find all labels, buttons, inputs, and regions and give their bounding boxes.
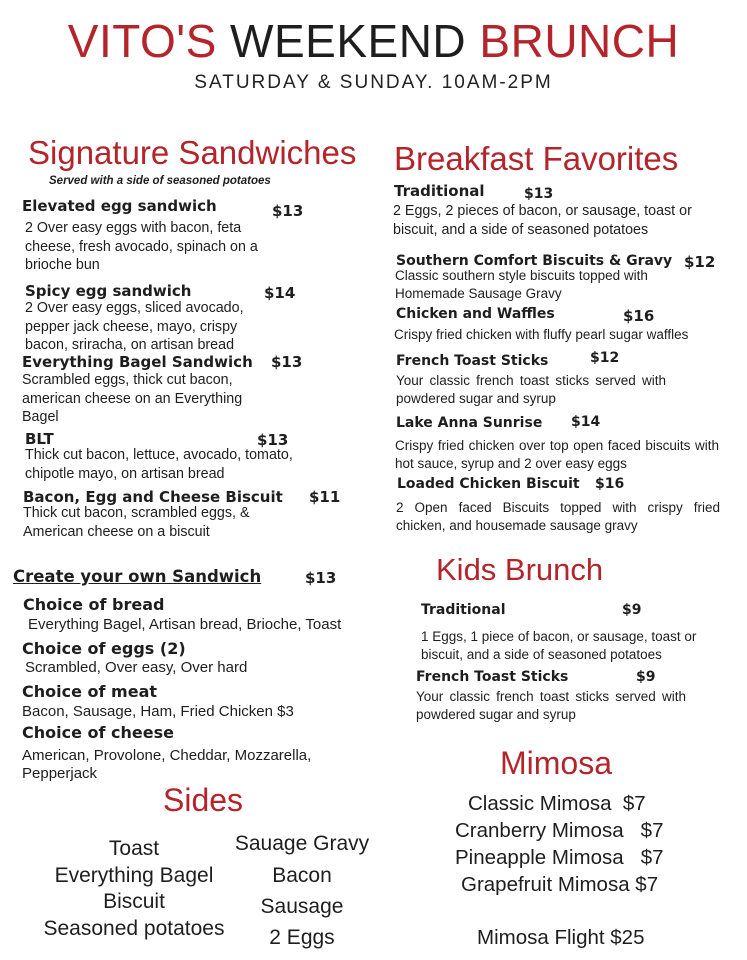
title-weekend: WEEKEND: [230, 15, 467, 67]
menu-item-name: Traditional: [394, 182, 485, 200]
kids-heading: Kids Brunch: [436, 552, 604, 587]
menu-item-name: Lake Anna Sunrise: [396, 415, 543, 431]
side-item: Sausage: [260, 895, 344, 918]
mimosa-item: Classic Mimosa $7: [468, 792, 646, 815]
menu-item-price: $12: [590, 350, 620, 366]
menu-item-name: French Toast Sticks: [396, 353, 549, 369]
side-item: Toast: [108, 837, 160, 860]
choice-name: Choice of bread: [23, 595, 165, 614]
menu-item-desc: Your classic french toast sticks served with powdered sugar and syrup: [416, 689, 686, 722]
mimosa-item: Cranberry Mimosa $7: [455, 819, 664, 842]
menu-item-name: Spicy egg sandwich: [25, 282, 192, 300]
menu-item-price: $13: [272, 202, 304, 220]
menu-item-price: $14: [571, 414, 601, 430]
signature-heading: Signature Sandwiches: [28, 134, 357, 171]
menu-item-name: Traditional: [421, 602, 506, 618]
menu-item-name: Bacon, Egg and Cheese Biscuit: [23, 488, 283, 506]
create-heading: Create your own Sandwich: [13, 567, 262, 586]
choice-name: Choice of cheese: [22, 723, 174, 742]
menu-title: [0, 14, 747, 68]
menu-item-name: Elevated egg sandwich: [22, 197, 217, 215]
menu-item-price: $9: [622, 602, 642, 618]
mimosa-heading: Mimosa: [500, 745, 613, 781]
menu-item-desc: Crispy fried chicken over top open faced biscuits with hot sauce, syrup and 2 over easy eggs: [395, 438, 719, 471]
menu-item-name: Loaded Chicken Biscuit: [397, 476, 580, 492]
choice-desc: Scrambled, Over easy, Over hard: [25, 659, 248, 676]
sides-heading: Sides: [163, 782, 244, 818]
side-item: Everything Bagel: [54, 864, 214, 887]
choice-desc: American, Provolone, Cheddar, Mozzarella, Pepperjack: [22, 747, 312, 782]
create-price: $13: [305, 569, 337, 587]
side-item: 2 Eggs: [269, 926, 335, 949]
menu-item-desc: Your classic french toast sticks served with powdered sugar and syrup: [396, 373, 666, 406]
menu-item-desc: Crispy fried chicken with fluffy pearl sugar waffles: [394, 327, 689, 342]
menu-item-price: $11: [309, 488, 341, 506]
choice-desc: Bacon, Sausage, Ham, Fried Chicken $3: [22, 703, 294, 720]
menu-item-desc: 2 Open faced Biscuits topped with crispy fried chicken, and housemade sausage gravy: [396, 500, 720, 533]
title-vitos: VITO'S: [67, 15, 217, 67]
menu-item-price: $13: [271, 353, 303, 371]
menu-item-price: $16: [595, 476, 625, 492]
menu-item-name: French Toast Sticks: [416, 669, 569, 685]
menu-item-price: $16: [623, 307, 655, 325]
menu-item-name: Chicken and Waffles: [396, 306, 555, 322]
mimosa-item: Pineapple Mimosa $7: [455, 846, 664, 869]
mimosa-flight: Mimosa Flight $25: [477, 926, 645, 949]
breakfast-heading: Breakfast Favorites: [394, 140, 679, 177]
menu-item-desc: 2 Over easy eggs with bacon, feta cheese, fresh avocado, spinach on a brioche bun: [25, 220, 258, 273]
menu-item-desc: 2 Eggs, 2 pieces of bacon, or sausage, toast or biscuit, and a side of seasoned potatoes: [393, 203, 692, 238]
menu-item-name: Southern Comfort Biscuits & Gravy: [396, 253, 673, 269]
side-item: Bacon: [272, 864, 332, 887]
menu-item-desc: Thick cut bacon, lettuce, avocado, tomato, chipotle mayo, on artisan bread: [25, 447, 293, 482]
side-item: Biscuit: [103, 890, 165, 913]
side-item: Seasoned potatoes: [43, 917, 225, 940]
menu-item-desc: Classic southern style biscuits topped with Homemade Sausage Gravy: [395, 268, 648, 301]
side-item: Sauage Gravy: [234, 832, 370, 855]
menu-item-desc: Thick cut bacon, scrambled eggs, & American cheese on a biscuit: [23, 505, 250, 540]
menu-item-name: BLT: [25, 430, 54, 448]
menu-item-desc: 1 Eggs, 1 piece of bacon, or sausage, toast or biscuit, and a side of seasoned potatoes: [421, 629, 697, 662]
menu-item-price: $13: [257, 431, 289, 449]
menu-item-price: $14: [264, 284, 296, 302]
menu-item-name: Everything Bagel Sandwich: [22, 353, 253, 371]
menu-item-desc: 2 Over easy eggs, sliced avocado, pepper jack cheese, mayo, crispy bacon, sriracha, on artisan bread: [25, 300, 244, 353]
choice-desc: Everything Bagel, Artisan bread, Brioche, Toast: [28, 616, 342, 633]
menu-item-desc: Scrambled eggs, thick cut bacon, american cheese on an Everything Bagel: [22, 372, 243, 425]
title-brunch: BRUNCH: [479, 15, 680, 67]
menu-item-price: $13: [524, 186, 554, 202]
mimosa-item: Grapefruit Mimosa $7: [461, 873, 659, 896]
choice-name: Choice of meat: [22, 682, 158, 701]
menu-item-price: $12: [684, 253, 716, 271]
choice-name: Choice of eggs (2): [22, 639, 186, 658]
menu-item-price: $9: [636, 669, 656, 685]
signature-note: Served with a side of seasoned potatoes: [49, 175, 271, 187]
menu-hours: SATURDAY & SUNDAY. 10AM-2PM: [194, 72, 553, 93]
